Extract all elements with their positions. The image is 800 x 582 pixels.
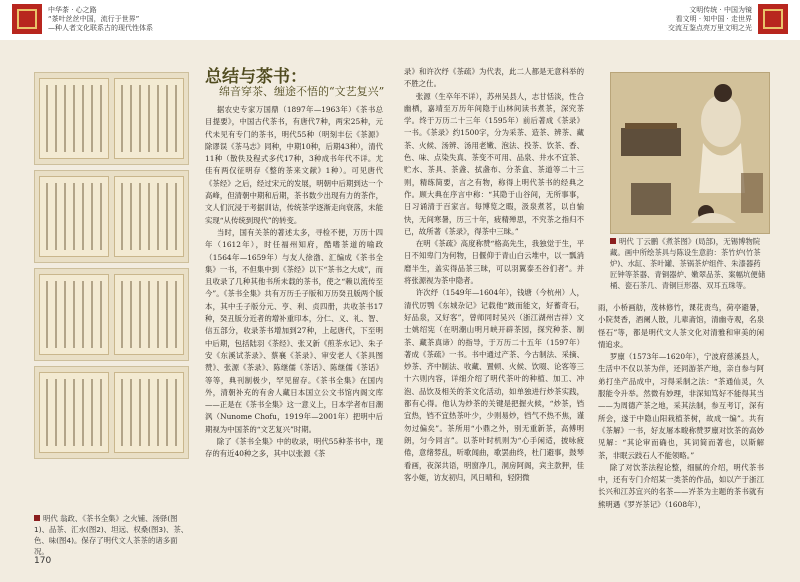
book-text-column xyxy=(64,281,66,348)
book-text-column xyxy=(55,379,57,446)
book-text-column xyxy=(91,85,93,152)
book-text-column xyxy=(157,85,159,152)
paragraph: 在明《茶疏》高度称赞“格高先生，我独觉于生，平日不知卑门为何物，日偃仰于青山白云堆中，以一瓢消磨半生，盖实得品茶三昧，可以羽翼泰丕谷们者”。并将张源视为茶中隐者。 xyxy=(404,239,584,286)
book-text-column xyxy=(100,281,102,348)
book-image xyxy=(34,170,189,263)
book-text-column xyxy=(175,379,177,446)
header-left xyxy=(0,0,400,40)
header-left-line: 中华茶 · 心之路 xyxy=(48,6,97,14)
book-text-column xyxy=(139,183,141,250)
book-text-column xyxy=(100,183,102,250)
paragraph: 雨，小桥画舫，茂林修竹，课花责鸟，荷亭避暑，小院焚香，酒阑人散，儿辈斋馆，清幽寺观，名泉怪石”等，都是明代文人茶文化对清雅和审美的闲情追求。 xyxy=(598,303,764,349)
book-text-column xyxy=(175,85,177,152)
book-text-column xyxy=(64,183,66,250)
book-text-column xyxy=(139,379,141,446)
caption-right-text: 明代 丁云鹏《煮茶图》(局部)，无锡博物院藏。画中所绘茶具与陈设生意韵：茶竹炉(竹茶炉)、水缸、茶叶罐、茶锅茶炉组件、朱漆器药匠钟等茶器、青铜器炉、嫩翠品茶、案幅坑便储桶、瓷石茶几、青铜巨形器、双耳五珠等。 xyxy=(610,237,766,290)
book-text-column xyxy=(166,379,168,446)
book-text-column xyxy=(175,281,177,348)
header-right-text xyxy=(668,6,752,33)
paragraph: 据农史专家万国鼎（1897年—1963年）《茶书总目提要》，中国古代茶书，有唐代7种，两宋25种，元代未见有专门的茶书，明代55种（明刻丰伝《茶源》除谬误《茶马志》同种，中期10种，后期43种），清代11种（散佚及程式多代17种，3种成书年代不详。尤佳有两仅征明存《整的茶来文献》1种）。可见唐代《茶经》之后，经过宋元的发展，明朝中后期到达一个高峰，但清朝中期和后期，茶书数少出现有力的茶作，文人们沉浸于考据训诂，传统茶学逐渐走向衰落，未能实现“从传统到现代”的转变。 xyxy=(205,105,383,225)
book-image xyxy=(34,72,189,165)
book-text-column xyxy=(100,85,102,152)
book-text-column xyxy=(121,281,123,348)
paragraph: 许次纾（1549年—1604年），钱塘（今杭州）人，清代厉鹗《东城杂记》记载他“跛而能文，好蓄奇石，好品泉，又好客”，曾师同时吴兴（浙江湖州吉祥）文士姚绍宪（在明潮山明月峡开辟茶园，探究种茶、制茶、藏茶真谛）的指导，于万历二十五年（1597年）著成《茶疏》一书。书中通过产茶、今古制法、采摘、炒茶、齐中制法、收藏、置顿、火候、饮啜、论客等三十六则内容，详细介绍了明代茶叶的种植、加工、冲泡、品饮及相关的茶文化活动，如单独进行炒茶实践，都有心得。他认为炒茶的关键是把握火候，“炒茶，铛宜热，铛不宜热茶叶少，少则易炒，铛气不热不焦，谨勿过偏矣”。茶所用“小鼎之外，别无重新茶，高傅明朗，匀今同言”。以茶叶时机则为“心手闲适，披咏疲倦，意绪棼乱，听歌闻曲，歌罢曲终，杜门避事，鼓琴看画，夜深共语，明窗净几，洞房阿阁，宾主款狎，佳客小姬，访友初归，风日晴和，轻阴微 xyxy=(404,288,584,482)
header-right-line: 文明传统 · 中国为镜 xyxy=(689,6,752,14)
book-text-column xyxy=(130,183,132,250)
book-text-column xyxy=(73,85,75,152)
page-number: 170 xyxy=(34,556,52,566)
book-text-column xyxy=(148,281,150,348)
book-text-column xyxy=(139,85,141,152)
book-text-column xyxy=(73,281,75,348)
caption-marker-icon xyxy=(610,238,616,244)
book-text-column xyxy=(64,85,66,152)
book-text-column xyxy=(46,379,48,446)
book-text-column xyxy=(73,183,75,250)
text-column-3 xyxy=(598,302,764,570)
caption-left xyxy=(34,513,192,557)
book-text-column xyxy=(46,183,48,250)
paragraph: 录》和许次纾《茶疏》为代表，此二人都是无意科举的不胜之仕。 xyxy=(404,67,584,89)
book-image xyxy=(34,268,189,361)
page-subtitle: 绵音穿茶、缠途不悟的“文艺复兴” xyxy=(219,85,385,98)
book-text-column xyxy=(130,85,132,152)
book-text-column xyxy=(139,281,141,348)
page-title: 总结与茶书： xyxy=(205,67,307,87)
text-column-1 xyxy=(205,104,383,570)
book-text-column xyxy=(148,85,150,152)
book-text-column xyxy=(82,183,84,250)
book-text-column xyxy=(130,379,132,446)
book-text-column xyxy=(82,379,84,446)
book-text-column xyxy=(55,85,57,152)
header-right-line: 交流互鉴点亮万里文明之光 xyxy=(668,24,752,32)
header-left-line: —种人者文化联系古的现代性体系 xyxy=(48,24,153,32)
paragraph: 除了对饮茶法程论整，细腻的介绍，明代茶书中，还有专门介绍某一类茶的作品，如以产于浙江长兴和江苏宜兴的名茶——岕茶为主题的茶书就有熊明遇《罗岕茶记》（1608年）， xyxy=(598,462,764,509)
book-text-column xyxy=(82,281,84,348)
paragraph: 张源（生卒年不详），苏州吴县人，志甘恬淡，性合幽栖，嘉靖至万历年间隐于山林间读书煮茶，深究茶学。终于万历二十三年（1595年）前后著成《茶录》一书。《茶录》约1500字，分为采茶、造茶、辨茶、藏茶、火候、汤辨、汤用老嫩、泡法、投茶、饮茶、香、色、味、点染失真、茶变不可用、品泉、井水不宜茶、贮水、茶具、茶盏、拭盏布、分茶盒、茶道等二十三则，精练简要，言之有物，称得上明代茶书的经典之作。顾大典在序言中称：“其隐于山谷间，无所事事，日习诵清于百家言。每博览之暇，汲泉煮茗，以自愉快，无间寒暑，历三十年，疲精殚思，不究茶之指归不已，故所著《茶录》，得茶中三昧。” xyxy=(404,91,584,236)
caption-marker-icon xyxy=(34,515,40,521)
book-text-column xyxy=(166,281,168,348)
book-text-column xyxy=(121,85,123,152)
caption-left-text: 明代 翁政、《茶书全集》之火铺、汤驿(图1)、品茶、汇水(图2)、坦远、权桑(图3)、茶、色、味(图4)。保存了明代文人茶茶的诸多面况。 xyxy=(34,514,189,556)
header-left-line: “茶叶丝丝中国，流行于世界” xyxy=(48,15,140,23)
book-text-column xyxy=(73,379,75,446)
book-text-column xyxy=(121,183,123,250)
text-column-2 xyxy=(404,66,584,570)
book-text-column xyxy=(157,281,159,348)
book-text-column xyxy=(55,281,57,348)
book-text-column xyxy=(166,85,168,152)
book-text-column xyxy=(121,379,123,446)
book-text-column xyxy=(100,379,102,446)
book-text-column xyxy=(91,379,93,446)
book-text-column xyxy=(64,379,66,446)
book-text-column xyxy=(175,183,177,250)
header-left-text xyxy=(48,6,153,33)
book-text-column xyxy=(157,183,159,250)
caption-right xyxy=(610,236,768,291)
book-text-column xyxy=(82,85,84,152)
book-text-column xyxy=(91,281,93,348)
book-text-column xyxy=(148,379,150,446)
paragraph: 除了《茶书全集》中的收录，明代55种茶书中，现存的有近40种之多，其中以张源《茶 xyxy=(205,437,383,459)
book-text-column xyxy=(46,281,48,348)
book-text-column xyxy=(91,183,93,250)
paragraph: 当时，国有关茶的著述太多，寻检不便，万历十四年（1612年），时任福州知府，酷嗜茶道的喻政（1564年—1659年）与友人徐渤、汇编成《茶书全集》一书，不但集中到《茶经》以下“茶书之大成”，而且收录了几种其他书所未载的茶书，使之“赖以流传至今”。《茶书全集》共有万历壬子版和万历癸丑版两个版本，其中壬子版分元、亨、利、贞四册，共收茶书17种，癸丑版分近者的增补重印本，分仁、义、礼、智、信五部分，收录茶书增加到27种，上起唐代，下至明中后期，包括陆羽《茶经》、张又新《煎茶水记》、朱子安《东溪试茶录》、蔡襄《茶录》、审安老人《茶具图赞》、张源《茶录》、陈继儒《茶话》、陈继儒《茶话》等等，典刊制极少，罕见留存。《茶书全集》在国内外，清朝补充的有舍人藏日本国立公文书馆内阁文库——正是在《茶书全集》这一意义上，日本学者布目潮沨（Nunome Chofu，1919年—2001年）把明中后期视为中国茶的“文艺复兴”时期。 xyxy=(205,227,383,434)
book-text-column xyxy=(55,183,57,250)
book-text-column xyxy=(166,183,168,250)
seal-logo-left xyxy=(12,4,42,34)
paragraph: 罗廪（1573年—1620年），宁波府慈溪县人，生活中不仅以茶为伴，还同游茶产地，亲自参与阿弟打坐产品成中，习得采制之法：“茶通仙灵，久服能令升举。然微有妙理，非深知笃好不能得其当——为周德产茶之地，采其法制，参互考订，深有所会，遂于中隐山阳栽植茶树，故成一编”。共有《茶解》一书，好友屠本畯称赞罗廪对饮茶的高妙见解：“其论审而确也，其词简而著也，以斯解茶，非眠云跂石人不能领略。” xyxy=(598,352,764,460)
painting-image xyxy=(610,72,770,234)
book-text-column xyxy=(148,183,150,250)
book-text-column xyxy=(46,85,48,152)
book-text-column xyxy=(157,379,159,446)
book-text-column xyxy=(130,281,132,348)
header-right xyxy=(400,0,800,40)
book-image xyxy=(34,366,189,459)
book-thumbnails xyxy=(34,72,189,464)
seal-logo-right xyxy=(758,4,788,34)
header-right-line: 看文明 · 知中国 · 走世界 xyxy=(675,15,752,23)
